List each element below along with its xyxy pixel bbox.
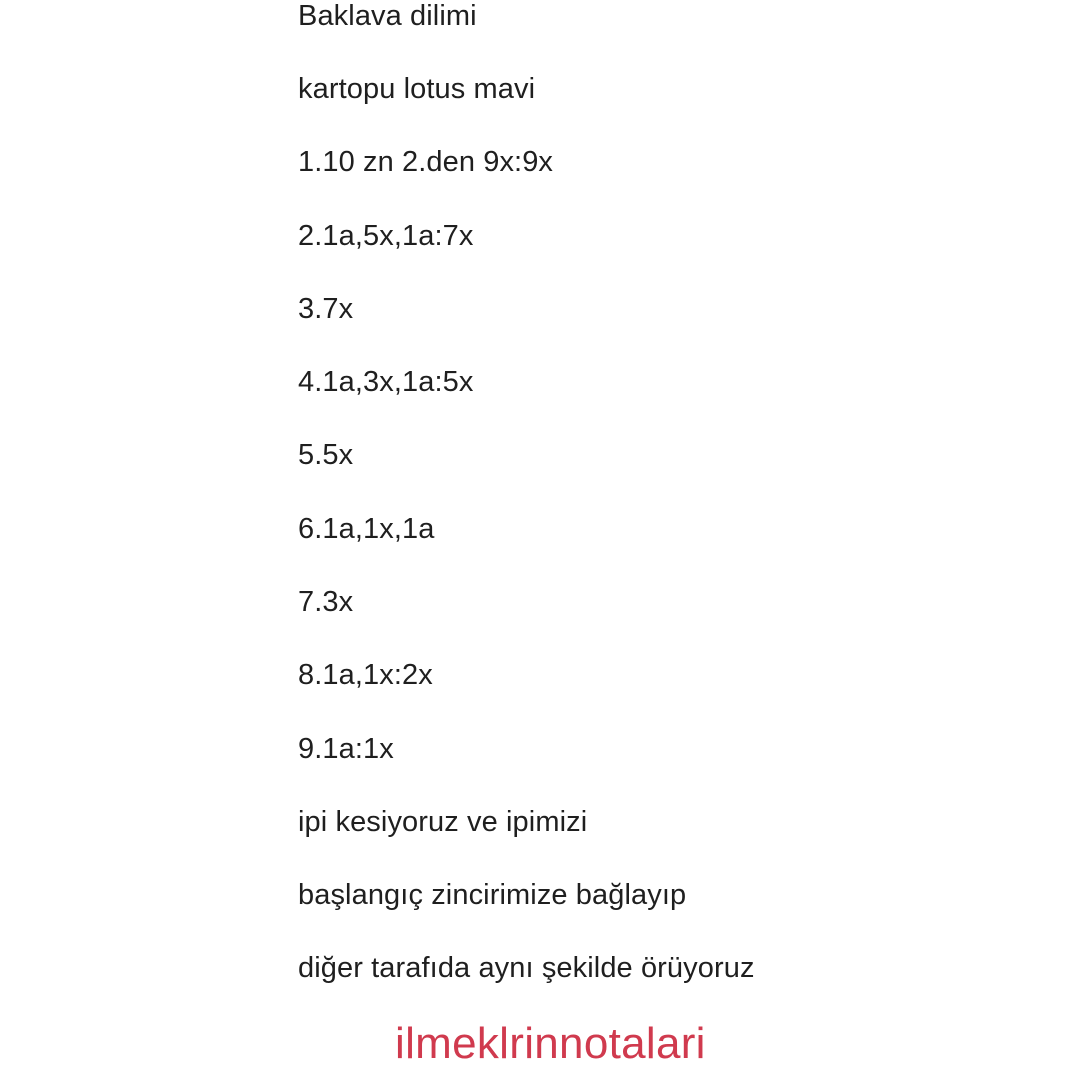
note-title: Baklava dilimi bbox=[298, 0, 477, 32]
note-line-row-3: 3.7x bbox=[298, 293, 354, 325]
note-line-instruction-3: diğer tarafıda aynı şekilde örüyoruz bbox=[298, 952, 755, 984]
watermark-handle: ilmeklrinnotalari bbox=[395, 1019, 706, 1068]
note-line-yarn: kartopu lotus mavi bbox=[298, 73, 536, 105]
note-line-instruction-2: başlangıç zincirimize bağlayıp bbox=[298, 879, 687, 911]
note-line-row-9: 9.1a:1x bbox=[298, 733, 394, 765]
note-line-row-5: 5.5x bbox=[298, 439, 354, 471]
note-line-row-1: 1.10 zn 2.den 9x:9x bbox=[298, 146, 554, 178]
note-line-row-2: 2.1a,5x,1a:7x bbox=[298, 220, 474, 252]
note-line-row-7: 7.3x bbox=[298, 586, 354, 618]
note-line-row-8: 8.1a,1x:2x bbox=[298, 659, 433, 691]
note-line-row-6: 6.1a,1x,1a bbox=[298, 513, 435, 545]
note-line-row-4: 4.1a,3x,1a:5x bbox=[298, 366, 474, 398]
note-line-instruction-1: ipi kesiyoruz ve ipimizi bbox=[298, 806, 588, 838]
